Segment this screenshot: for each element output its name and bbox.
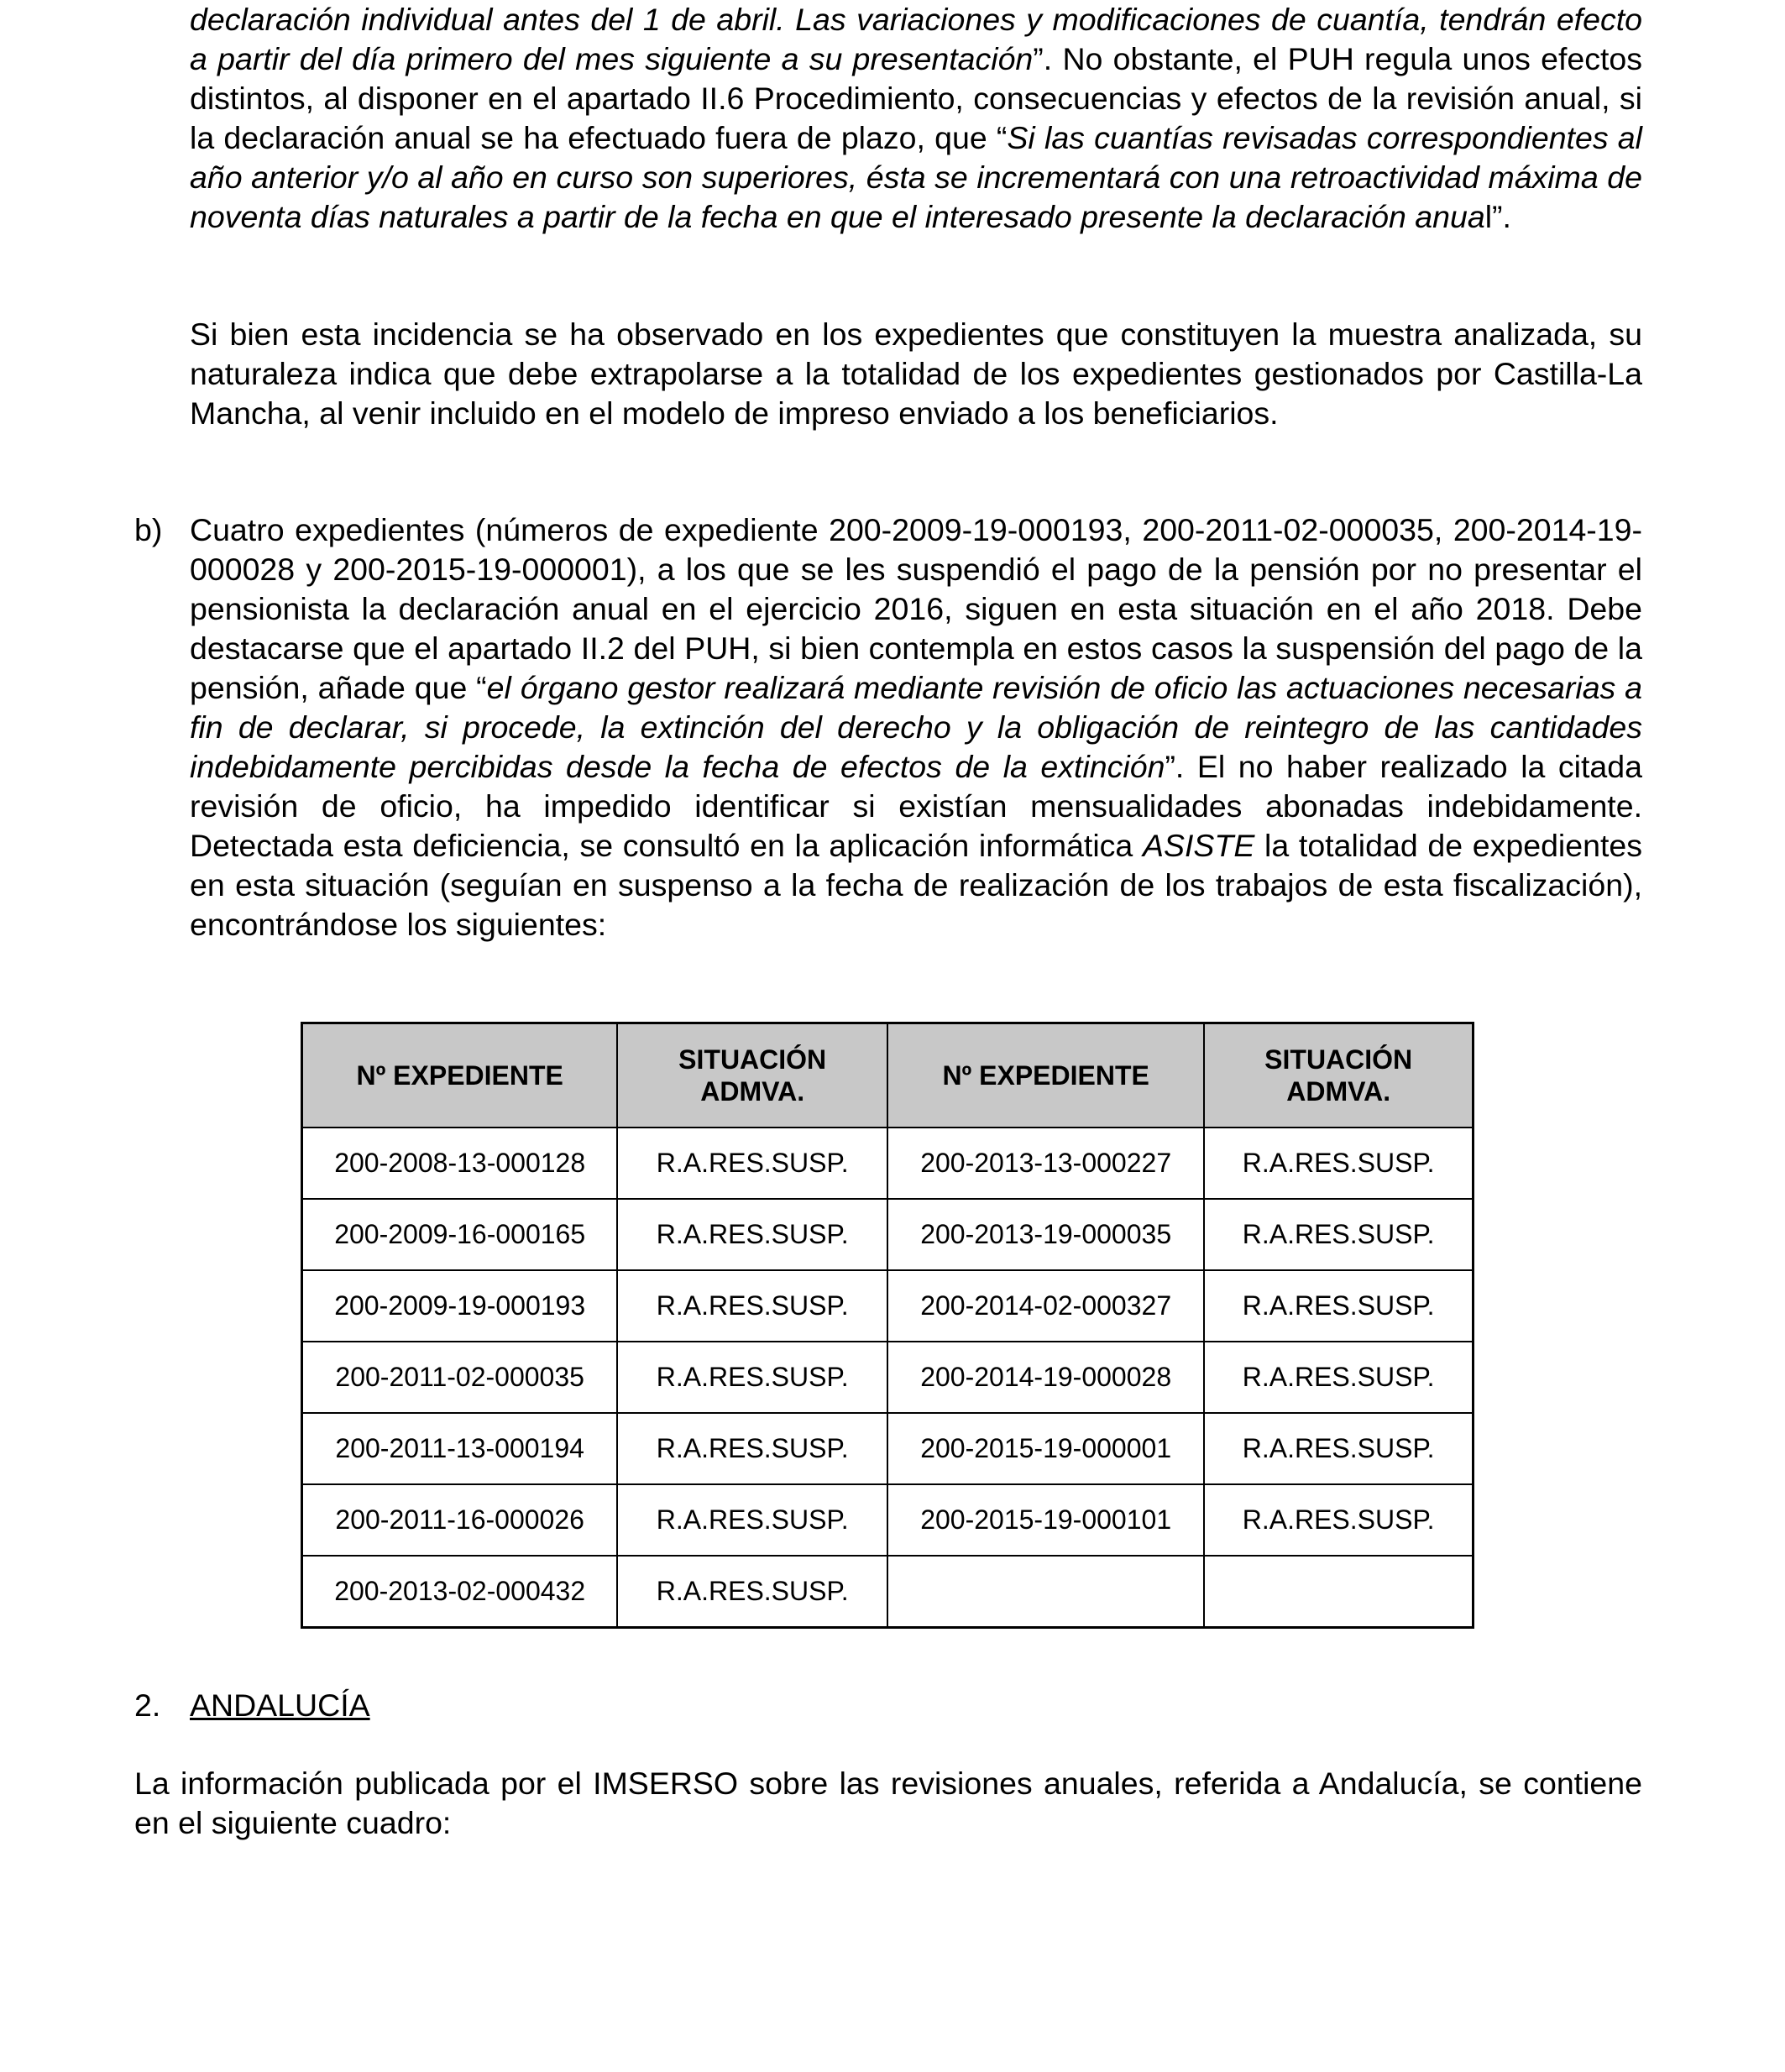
quote-ex-officio-review: el órgano gestor realizará mediante revisión de oficio las actuaciones necesarias a fin de declarar, si procede, la extinción del derecho y la obligación de reintegro de las cantidades indebidamente percibidas desde la fecha de efectos de la extinción — [190, 670, 1643, 784]
cell-expediente: 200-2014-02-000327 — [887, 1270, 1204, 1342]
header-situacion-2: SITUACIÓN ADMVA. — [1204, 1023, 1473, 1128]
cell-situacion: R.A.RES.SUSP. — [1204, 1484, 1473, 1556]
cell-expediente: 200-2009-16-000165 — [302, 1199, 618, 1270]
table-row — [302, 1413, 1474, 1484]
quote-retroactivity: Si las cuantías revisadas correspondientes al año anterior y/o al año en curso son superiores, ésta se incrementará con una retroactividad máxima de noventa días naturales a partir de la fecha en que el interesado presente la declaración anua — [190, 120, 1642, 234]
cell-situacion: R.A.RES.SUSP. — [617, 1128, 887, 1199]
cell-situacion: R.A.RES.SUSP. — [617, 1413, 887, 1484]
table-row — [302, 1199, 1474, 1270]
paragraph-incidence: Si bien esta incidencia se ha observado en los expedientes que constituyen la muestra analizada, su naturaleza indica que debe extrapolarse a la totalidad de los expedientes gestionados por Castilla-La Mancha, al venir incluido en el modelo de impreso enviado a los beneficiarios. — [190, 317, 1642, 431]
section-number: 2. — [134, 1687, 161, 1723]
cell-expediente: 200-2011-02-000035 — [302, 1342, 618, 1413]
cell-situacion: R.A.RES.SUSP. — [617, 1270, 887, 1342]
cell-situacion: R.A.RES.SUSP. — [1204, 1342, 1473, 1413]
cell-situacion: R.A.RES.SUSP. — [1204, 1199, 1473, 1270]
cell-expediente: 200-2008-13-000128 — [302, 1128, 618, 1199]
cell-expediente: 200-2011-16-000026 — [302, 1484, 618, 1556]
section-title: ANDALUCÍA — [190, 1687, 370, 1723]
cell-expediente: 200-2015-19-000101 — [887, 1484, 1204, 1556]
header-situacion-1: SITUACIÓN ADMVA. — [617, 1023, 887, 1128]
cell-expediente: 200-2011-13-000194 — [302, 1413, 618, 1484]
cell-situacion: R.A.RES.SUSP. — [617, 1484, 887, 1556]
cell-situacion: R.A.RES.SUSP. — [617, 1556, 887, 1628]
cell-situacion-empty — [1204, 1556, 1473, 1628]
suspended-files-table — [301, 1022, 1474, 1629]
header-expediente-1: Nº EXPEDIENTE — [302, 1023, 618, 1128]
table-header-row — [302, 1023, 1474, 1128]
table-row — [302, 1556, 1474, 1628]
cell-situacion: R.A.RES.SUSP. — [617, 1199, 887, 1270]
cell-expediente: 200-2013-19-000035 — [887, 1199, 1204, 1270]
paragraph-item-b: Cuatro expedientes (números de expediente 200-2009-19-000193, 200-2011-02-000035, 200-2014-19-000028 y 200-2015-19-000001), a los que se les suspendió el pago de la pensión por no presentar el pensionista la declaración anual en el ejercicio 2016, siguen en esta situación en el año 2018. Debe destacarse que el apartado II.2 del PUH, si bien contempla en estos casos la suspensión del pago de la pensión, añade que “el órgano gestor realizará mediante revisión de oficio las actuaciones necesarias a fin de declarar, si procede, la extinción del derecho y la obligación de reintegro de las cantidades indebidamente percibidas desde la fecha de efectos de la extinción”. El no haber realizado la citada revisión de oficio, ha impedido identificar si existían mensualidades abonadas indebidamente. Detectada esta deficiencia, se consultó en la aplicación informática ASISTE la totalidad de expedientes en esta situación (seguían en suspenso a la fecha de realización de los trabajos de esta fiscalización), encontrándose los siguientes: — [190, 512, 1643, 942]
cell-expediente: 200-2013-02-000432 — [302, 1556, 618, 1628]
table-row — [302, 1270, 1474, 1342]
cell-situacion: R.A.RES.SUSP. — [617, 1342, 887, 1413]
app-name-asiste: ASISTE — [1142, 828, 1255, 863]
table-row — [302, 1484, 1474, 1556]
cell-situacion: R.A.RES.SUSP. — [1204, 1413, 1473, 1484]
paragraph-imserso-info: La información publicada por el IMSERSO sobre las revisiones anuales, referida a Andalucía, se contiene en el siguiente cuadro: — [134, 1766, 1642, 1840]
cell-expediente: 200-2013-13-000227 — [887, 1128, 1204, 1199]
cell-expediente-empty — [887, 1556, 1204, 1628]
list-marker-b: b) — [134, 512, 163, 547]
cell-expediente: 200-2014-19-000028 — [887, 1342, 1204, 1413]
header-expediente-2: Nº EXPEDIENTE — [887, 1023, 1204, 1128]
quote-individual-declaration: declaración individual antes del 1 de abril. Las variaciones y modificaciones de cuantía, tendrán efecto a partir del día primero del mes siguiente a su presentación — [190, 2, 1642, 76]
cell-situacion: R.A.RES.SUSP. — [1204, 1128, 1473, 1199]
cell-situacion: R.A.RES.SUSP. — [1204, 1270, 1473, 1342]
table-row — [302, 1342, 1474, 1413]
cell-expediente: 200-2009-19-000193 — [302, 1270, 618, 1342]
table-row — [302, 1128, 1474, 1199]
paragraph-revision-effects: declaración individual antes del 1 de abril. Las variaciones y modificaciones de cuantía, tendrán efecto a partir del día primero del mes siguiente a su presentación”. No obstante, el PUH regula unos efectos distintos, al disponer en el apartado II.6 Procedimiento, consecuencias y efectos de la revisión anual, si la declaración anual se ha efectuado fuera de plazo, que “Si las cuantías revisadas correspondientes al año anterior y/o al año en curso son superiores, ésta se incrementará con una retroactividad máxima de noventa días naturales a partir de la fecha en que el interesado presente la declaración anual”. — [190, 2, 1642, 234]
cell-expediente: 200-2015-19-000001 — [887, 1413, 1204, 1484]
